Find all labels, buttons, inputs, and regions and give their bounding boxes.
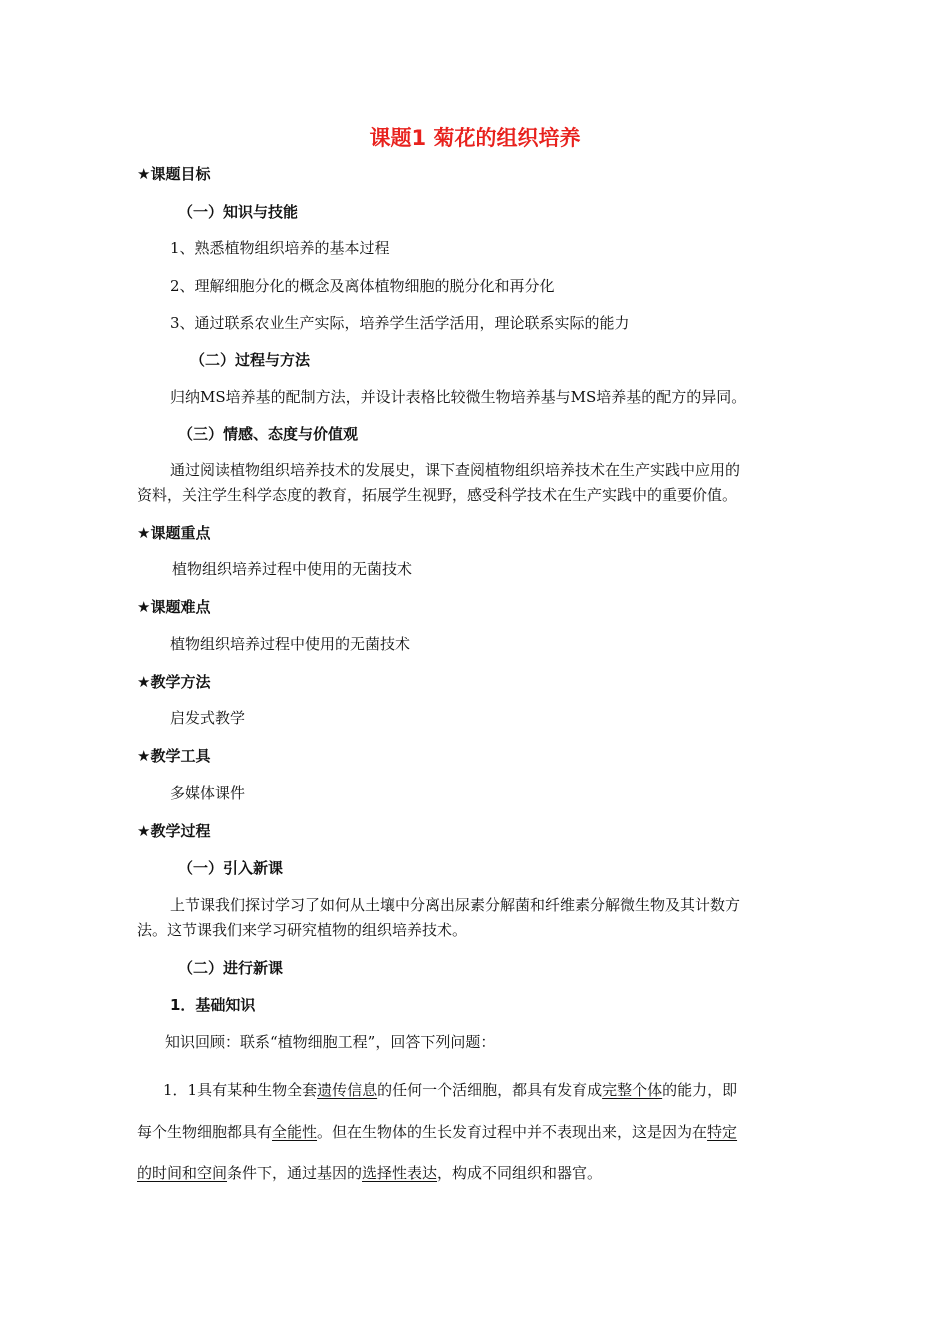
difficulty-heading: ★课题难点 (137, 598, 211, 616)
intro-text-line1: 上节课我们探讨学习了如何从土壤中分离出尿素分解菌和纤维素分解微生物及其计数方 (170, 896, 741, 914)
text-segment: 每个生物细胞都具有 (137, 1123, 273, 1141)
objectives-heading: ★课题目标 (137, 165, 211, 183)
underlined-term: 全能性 (272, 1123, 318, 1141)
process-heading: （二）过程与方法 (190, 351, 311, 369)
difficulty-text: 植物组织培养过程中使用的无菌技术 (170, 635, 411, 653)
process-text: 归纳MS培养基的配制方法，并设计表格比较微生物培养基与MS培养基的配方的异同。 (170, 388, 747, 406)
text-segment: ，构成不同组织和器官。 (437, 1164, 603, 1182)
knowledge-item: 3、通过联系农业生产实际，培养学生活学活用，理论联系实际的能力 (170, 314, 630, 332)
tools-heading: ★教学工具 (137, 747, 211, 765)
underlined-term: 特定 (707, 1123, 738, 1141)
intro-heading: （一）引入新课 (178, 859, 284, 877)
key-text: 植物组织培养过程中使用的无菌技术 (172, 560, 413, 578)
underlined-term: 选择性表达 (362, 1164, 438, 1182)
knowledge-item: 2、理解细胞分化的概念及离体植物细胞的脱分化和再分化 (170, 277, 555, 295)
tools-text: 多媒体课件 (170, 784, 246, 802)
intro-text-line2: 法。这节课我们来学习研究植物的组织培养技术。 (137, 921, 468, 939)
paragraph-1-1-line1 (163, 1080, 737, 1100)
review-text: 知识回顾：联系“植物细胞工程”，回答下列问题： (165, 1033, 496, 1051)
values-heading: （三）情感、态度与价值观 (178, 425, 359, 443)
values-text-line2: 资料，关注学生科学态度的教育，拓展学生视野，感受科学技术在生产实践中的重要价值。 (137, 486, 738, 504)
paragraph-1-1-line2 (137, 1122, 737, 1142)
text-segment: 的能力，即 (662, 1081, 738, 1099)
teaching-process-heading: ★教学过程 (137, 822, 211, 840)
knowledge-item: 1、熟悉植物组织培养的基本过程 (170, 239, 390, 257)
text-segment: 的任何一个活细胞，都具有发育成 (377, 1081, 603, 1099)
key-heading: ★课题重点 (137, 524, 211, 542)
document-title: 课题1 菊花的组织培养 (369, 126, 581, 150)
underlined-term: 的时间和空间 (137, 1164, 228, 1182)
text-segment: 条件下，通过基因的 (227, 1164, 363, 1182)
text-segment: 1．1具有某种生物全套 (163, 1081, 318, 1099)
method-text: 启发式教学 (170, 709, 246, 727)
method-heading: ★教学方法 (137, 673, 211, 691)
basic-knowledge-heading: 1．基础知识 (170, 996, 256, 1014)
knowledge-heading: （一）知识与技能 (178, 203, 299, 221)
underlined-term: 遗传信息 (317, 1081, 378, 1099)
new-lesson-heading: （二）进行新课 (178, 959, 284, 977)
values-text-line1: 通过阅读植物组织培养技术的发展史，课下查阅植物组织培养技术在生产实践中应用的 (170, 461, 741, 479)
underlined-term: 完整个体 (602, 1081, 663, 1099)
paragraph-1-1-line3 (137, 1163, 602, 1183)
text-segment: 。但在生物体的生长发育过程中并不表现出来，这是因为在 (317, 1123, 708, 1141)
